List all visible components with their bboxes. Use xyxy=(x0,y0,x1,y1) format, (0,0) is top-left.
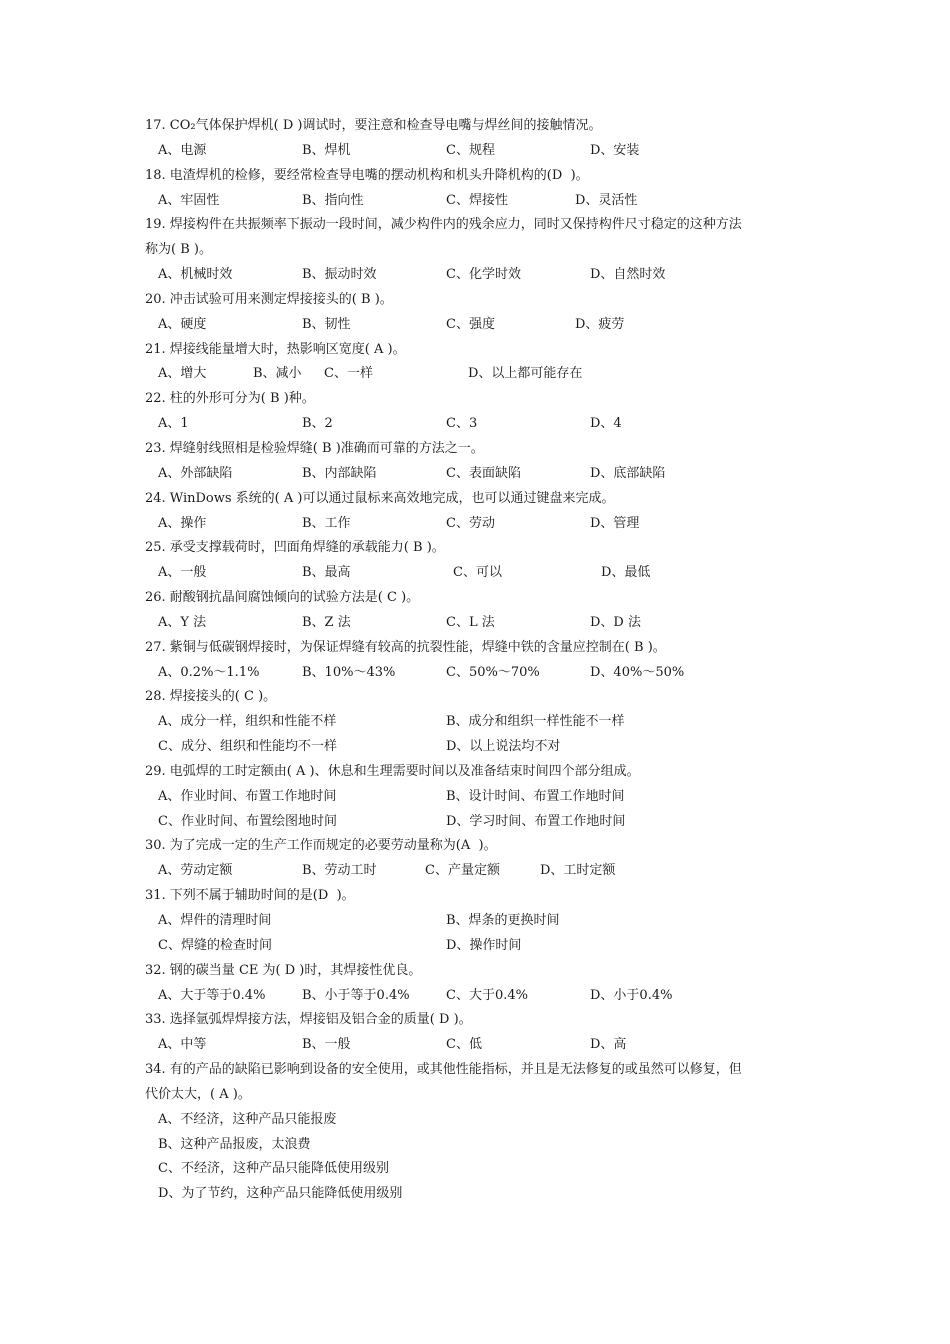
option-row xyxy=(145,263,815,288)
answer-option: C、可以 xyxy=(453,565,502,581)
answer-option: D、40%～50% xyxy=(590,664,685,680)
answer-option: C、焊接性 xyxy=(446,192,508,208)
answer-option: C、成分、组织和性能均不一样 xyxy=(158,739,337,755)
answer-option: B、焊条的更换时间 xyxy=(446,913,560,928)
question-block xyxy=(145,487,815,537)
answer-option: D、最低 xyxy=(601,565,651,581)
option-row xyxy=(145,1157,815,1182)
option-row xyxy=(145,189,815,214)
answer-option: D、以上都可能存在 xyxy=(468,366,583,382)
question-text: 24. WinDows 系统的( A )可以通过鼠标来高效地完成，也可以通过键盘来完成。 xyxy=(145,490,615,506)
option-row xyxy=(145,1033,815,1058)
answer-option: C、不经济，这种产品只能降低使用级别 xyxy=(158,1161,389,1177)
option-row xyxy=(145,1133,815,1158)
question-block xyxy=(145,213,815,288)
answer-option: A、操作 xyxy=(158,515,207,531)
answer-option: D、底部缺陷 xyxy=(590,465,666,481)
option-row xyxy=(145,139,815,164)
question-text: 30. 为了完成一定的生产工作而规定的必要劳动量称为(A )。 xyxy=(145,838,497,854)
answer-option: B、指向性 xyxy=(302,192,364,208)
question-block xyxy=(145,114,815,164)
question-block xyxy=(145,164,815,214)
option-row xyxy=(145,810,815,835)
answer-option: C、作业时间、布置绘图地时间 xyxy=(158,813,337,829)
answer-option: A、一般 xyxy=(158,565,207,581)
answer-option: B、韧性 xyxy=(302,316,351,332)
answer-option: A、0.2%～1.1% xyxy=(158,664,260,680)
answer-option: D、操作时间 xyxy=(446,937,522,953)
answer-option: A、增大 xyxy=(158,366,207,382)
answer-option: C、大于0.4% xyxy=(446,987,528,1003)
question-text: 25. 承受支撑载荷时，凹面角焊缝的承载能力( B )。 xyxy=(145,540,445,556)
option-row xyxy=(145,735,815,760)
answer-option: B、Z 法 xyxy=(302,614,351,630)
answer-option: A、硬度 xyxy=(158,316,207,332)
answer-option: A、成分一样，组织和性能不样 xyxy=(158,714,337,730)
answer-option: B、这种产品报废，太浪费 xyxy=(158,1136,311,1152)
question-block xyxy=(145,437,815,487)
answer-option: C、产量定额 xyxy=(425,863,500,879)
question-text: 23. 焊缝射线照相是检验焊缝( B )准确而可靠的方法之一。 xyxy=(145,440,484,456)
option-row xyxy=(145,313,815,338)
answer-option: A、1 xyxy=(158,416,189,432)
answer-option: C、强度 xyxy=(446,316,495,332)
question-block xyxy=(145,884,815,959)
answer-option: B、一般 xyxy=(302,1037,351,1053)
question-block xyxy=(145,760,815,835)
option-row xyxy=(145,1182,815,1207)
option-row xyxy=(145,1108,815,1133)
question-text: 20. 冲击试验可用来测定焊接接头的( B )。 xyxy=(145,291,393,307)
option-row xyxy=(145,859,815,884)
question-text: 18. 电渣焊机的检修，要经常检查导电嘴的摆动机构和机头升降机构的(D )。 xyxy=(145,167,589,183)
answer-option: A、中等 xyxy=(158,1037,207,1053)
answer-option: A、电源 xyxy=(158,142,207,158)
answer-option: D、4 xyxy=(590,416,622,432)
question-text: 34. 有的产品的缺陷已影响到设备的安全使用，或其他性能指标，并且是无法修复的或虽然可以修复，但 xyxy=(145,1062,742,1078)
answer-option: C、一样 xyxy=(324,366,373,382)
question-block xyxy=(145,288,815,338)
answer-option: C、劳动 xyxy=(446,515,495,531)
option-row xyxy=(145,561,815,586)
question-block xyxy=(145,959,815,1009)
question-list xyxy=(145,114,815,1207)
answer-option: B、小于等于0.4% xyxy=(302,987,410,1003)
answer-option: B、工作 xyxy=(302,515,351,531)
answer-option: A、不经济，这种产品只能报废 xyxy=(158,1111,337,1127)
answer-option: B、设计时间、布置工作地时间 xyxy=(446,788,625,804)
option-row xyxy=(145,785,815,810)
answer-option: D、小于0.4% xyxy=(590,987,673,1003)
answer-option: B、成分和组织一样性能不一样 xyxy=(446,714,625,730)
answer-option: B、10%～43% xyxy=(302,664,396,680)
answer-option: D、高 xyxy=(590,1037,627,1053)
question-text: 26. 耐酸钢抗晶间腐蚀倾向的试验方法是( C )。 xyxy=(145,590,420,606)
answer-option: B、振动时效 xyxy=(302,267,377,283)
answer-option: D、为了节约，这种产品只能降低使用级别 xyxy=(158,1186,403,1202)
answer-option: C、L 法 xyxy=(446,614,495,630)
question-block xyxy=(145,586,815,636)
answer-option: A、作业时间、布置工作地时间 xyxy=(158,788,337,804)
answer-option: C、焊缝的检查时间 xyxy=(158,937,272,953)
answer-option: B、劳动工时 xyxy=(302,863,377,879)
answer-option: D、安装 xyxy=(590,142,640,158)
answer-option: C、化学时效 xyxy=(446,267,521,283)
question-block xyxy=(145,685,815,760)
question-text: 33. 选择氩弧焊焊接方法，焊接铝及铝合金的质量( D )。 xyxy=(145,1012,472,1028)
answer-option: C、表面缺陷 xyxy=(446,465,521,481)
answer-option: A、大于等于0.4% xyxy=(158,987,266,1003)
option-row xyxy=(145,462,815,487)
question-text: 31. 下列不属于辅助时间的是(D )。 xyxy=(145,888,355,904)
answer-option: B、2 xyxy=(302,416,333,432)
answer-option: D、学习时间、布置工作地时间 xyxy=(446,813,626,829)
answer-option: C、3 xyxy=(446,416,478,432)
answer-option: A、机械时效 xyxy=(158,267,233,283)
question-text: 19. 焊接构件在共振频率下振动一段时间，减少构件内的残余应力，同时又保持构件尺寸稳定的这种方法 xyxy=(145,217,742,233)
option-row xyxy=(145,984,815,1009)
question-block xyxy=(145,1008,815,1058)
option-row xyxy=(145,934,815,959)
answer-option: B、焊机 xyxy=(302,142,351,158)
answer-option: D、疲劳 xyxy=(575,316,625,332)
question-block xyxy=(145,536,815,586)
question-block xyxy=(145,387,815,437)
answer-option: A、牢固性 xyxy=(158,192,220,208)
question-text: 28. 焊接接头的( C )。 xyxy=(145,689,277,705)
question-text: 称为( B )。 xyxy=(145,242,212,258)
question-text: 32. 钢的碳当量 CE 为( D )时，其焊接性优良。 xyxy=(145,962,422,978)
answer-option: D、工时定额 xyxy=(540,863,616,879)
question-text: 21. 焊接线能量增大时，热影响区宽度( A )。 xyxy=(145,341,406,357)
option-row xyxy=(145,362,815,387)
question-block xyxy=(145,1058,815,1207)
option-row xyxy=(145,661,815,686)
option-row xyxy=(145,710,815,735)
question-block xyxy=(145,636,815,686)
question-block xyxy=(145,338,815,388)
option-row xyxy=(145,611,815,636)
question-text: 代价太大，( A )。 xyxy=(145,1086,251,1102)
answer-option: C、50%～70% xyxy=(446,664,540,680)
option-row xyxy=(145,909,815,934)
answer-option: C、低 xyxy=(446,1037,482,1053)
answer-option: C、规程 xyxy=(446,142,495,158)
question-text: 17. CO₂气体保护焊机( D )调试时，要注意和检查导电嘴与焊丝间的接触情况。 xyxy=(145,118,602,133)
answer-option: B、内部缺陷 xyxy=(302,465,377,481)
answer-option: A、劳动定额 xyxy=(158,863,233,879)
option-row xyxy=(145,412,815,437)
answer-option: A、焊件的清理时间 xyxy=(158,913,272,928)
answer-option: D、自然时效 xyxy=(590,267,666,283)
option-row xyxy=(145,512,815,537)
answer-option: D、管理 xyxy=(590,515,640,531)
answer-option: D、D 法 xyxy=(590,614,641,630)
answer-option: D、以上说法均不对 xyxy=(446,739,561,755)
question-text: 22. 柱的外形可分为( B )种。 xyxy=(145,391,315,407)
answer-option: A、Y 法 xyxy=(158,614,207,630)
question-text: 27. 紫铜与低碳钢焊接时，为保证焊缝有较高的抗裂性能，焊缝中铁的含量应控制在( B )。 xyxy=(145,639,666,655)
answer-option: B、减小 xyxy=(253,366,302,382)
question-text: 29. 电弧焊的工时定额由( A )、休息和生理需要时间以及准备结束时间四个部分组成。 xyxy=(145,763,640,779)
question-block xyxy=(145,834,815,884)
answer-option: D、灵活性 xyxy=(575,192,638,208)
answer-option: A、外部缺陷 xyxy=(158,465,233,481)
answer-option: B、最高 xyxy=(302,565,351,581)
